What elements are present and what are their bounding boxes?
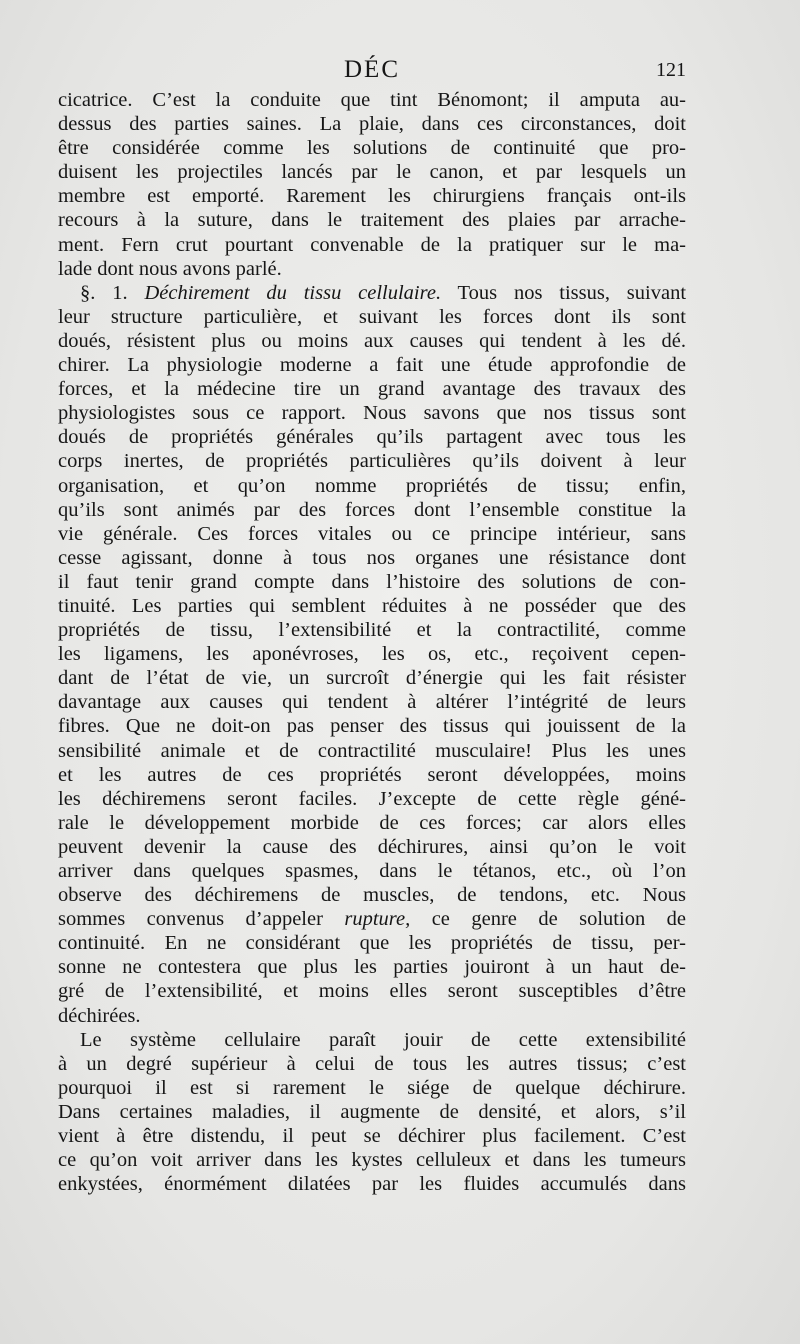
section-paragraph [58, 281, 686, 1028]
text-line: vient à être distendu, il peut se déchirer plus facilement. C’est [58, 1125, 686, 1148]
text-line: arriver dans quelques spasmes, dans le tétanos, etc., où l’on [58, 860, 686, 882]
running-head: DÉC [344, 56, 400, 83]
text-line: il faut tenir grand compte dans l’histoire des solutions de con- [58, 570, 686, 593]
text-line: cicatrice. C’est la conduite que tint Bénomont; il amputa au- [58, 89, 686, 111]
text-line: les ligamens, les aponévroses, les os, etc., reçoivent cepen- [58, 643, 686, 666]
page-header [58, 56, 686, 86]
text-line: leur structure particulière, et suivant les forces dont ils sont [58, 305, 686, 328]
text-line: duisent les projectiles lancés par le canon, et par lesquels un [58, 161, 686, 184]
text-line: ment. Fern crut pourtant convenable de la pratiquer sur le ma- [58, 233, 686, 256]
text-line: gré de l’extensibilité, et moins elles seront susceptibles d’être [58, 980, 686, 1003]
text-line: lade dont nous avons parlé. [58, 257, 282, 280]
text-line: dant de l’état de vie, un surcroît d’énergie qui les fait résister [58, 667, 686, 690]
section-title: Déchirement du tissu cellulaire. [144, 281, 442, 304]
section-mark: §. 1. [80, 281, 128, 304]
text-line: rale le développement morbide de ces forces; car alors elles [58, 811, 686, 834]
text-line: Dans certaines maladies, il augmente de densité, et alors, s’il [58, 1100, 686, 1123]
paragraph [58, 1028, 686, 1197]
text-line: déchirées. [58, 1004, 141, 1027]
text-line: pourquoi il est si rarement le siége de quelque déchirure. [58, 1076, 686, 1099]
text-line: fibres. Que ne doit-on pas penser des tissus qui jouissent de la [58, 715, 686, 738]
text-fragment: sommes convenus d’appeler [58, 908, 323, 931]
text-line: enkystées, énormément dilatées par les fluides accumulés dans [58, 1173, 686, 1196]
text-line: membre est emporté. Rarement les chirurgiens français ont-ils [58, 185, 686, 208]
page-number: 121 [656, 59, 686, 81]
paragraph [58, 88, 686, 281]
text-line: organisation, et qu’on nomme propriétés de tissu; enfin, [58, 474, 686, 497]
emphasized-term: rupture, [344, 908, 411, 931]
text-line: observe des déchiremens de muscles, de tendons, etc. Nous [58, 884, 686, 907]
text-fragment: ce genre de solution de [431, 908, 686, 931]
text-line: ce qu’on voit arriver dans les kystes celluleux et dans les tumeurs [58, 1149, 686, 1172]
text-line: être considérée comme les solutions de continuité que pro- [58, 137, 686, 160]
text-line: doués, résistent plus ou moins aux causes qui tendent à les dé. [58, 329, 686, 352]
text-line: sonne ne contestera que plus les parties jouiront à un haut de- [58, 956, 686, 979]
text-line: vie générale. Ces forces vitales ou ce principe intérieur, sans [58, 522, 686, 545]
text-line: continuité. En ne considérant que les propriétés de tissu, per- [58, 932, 686, 955]
text-line: forces, et la médecine tire un grand avantage des travaux des [58, 378, 686, 401]
text-line: physiologistes sous ce rapport. Nous savons que nos tissus sont [58, 402, 686, 425]
text-fragment: Tous nos tissus, suivant [457, 281, 686, 304]
text-line: qu’ils sont animés par des forces dont l’ensemble constitue la [58, 498, 686, 521]
text-line: et les autres de ces propriétés seront développées, moins [58, 763, 686, 786]
rupture-line [58, 907, 686, 931]
text-line: Le système cellulaire paraît jouir de cette extensibilité [80, 1028, 686, 1051]
text-line: cesse agissant, donne à tous nos organes une résistance dont [58, 546, 686, 569]
text-line: peuvent devenir la cause des déchirures, ainsi qu’on le voit [58, 835, 686, 858]
text-line: corps inertes, de propriétés particulières qu’ils doivent à leur [58, 450, 686, 473]
text-line: propriétés de tissu, l’extensibilité et la contractilité, comme [58, 619, 686, 642]
text-line: chirer. La physiologie moderne a fait une étude approfondie de [58, 354, 686, 377]
text-line: les déchiremens seront faciles. J’excepte de cette règle géné- [58, 787, 686, 810]
text-line: sensibilité animale et de contractilité musculaire! Plus les unes [58, 739, 686, 762]
text-line: recours à la suture, dans le traitement des plaies par arrache- [58, 209, 686, 232]
text-line: doués de propriétés générales qu’ils partagent avec tous les [58, 426, 686, 449]
body-text [58, 88, 686, 1196]
section-heading-line [58, 281, 686, 305]
text-line: dessus des parties saines. La plaie, dans ces circonstances, doit [58, 113, 686, 136]
text-line: à un degré supérieur à celui de tous les autres tissus; c’est [58, 1052, 686, 1075]
text-line: davantage aux causes qui tendent à altérer l’intégrité de leurs [58, 691, 686, 714]
text-line: tinuité. Les parties qui semblent réduites à ne posséder que des [58, 594, 686, 617]
